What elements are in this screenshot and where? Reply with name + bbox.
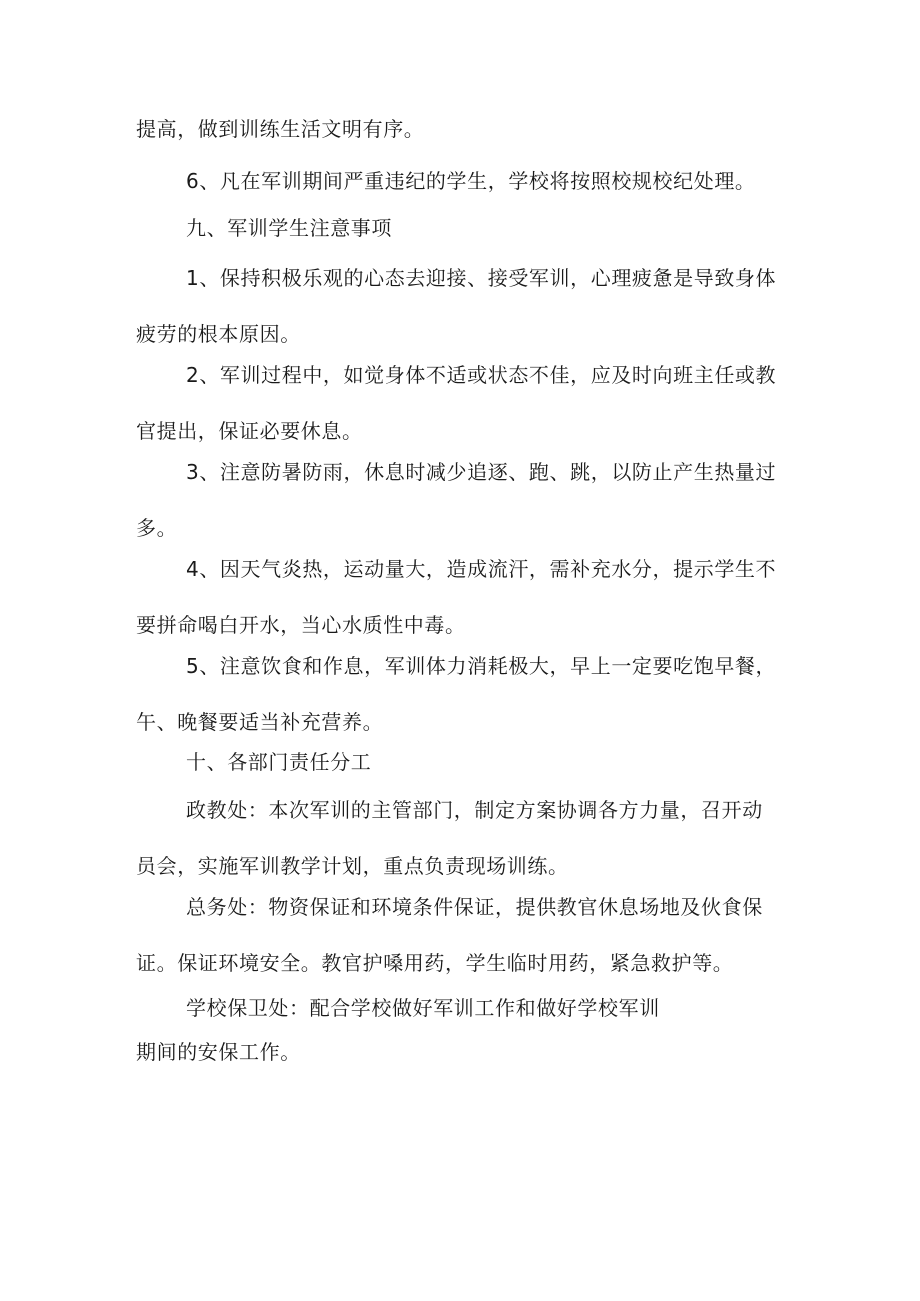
text-line: 十、各部门责任分工 [186,750,372,774]
text-line: 4、因天气炎热，运动量大，造成流汗，需补充水分，提示学生不 [186,557,777,581]
paragraph-dept-security [136,980,796,1080]
text-line: 证。保证环境安全。教官护嗓用药，学生临时用药，紧急救护等。 [136,951,734,975]
section-heading-9 [136,200,796,256]
text-line: 3、注意防暑防雨，休息时减少追逐、跑、跳，以防止产生热量过 [186,460,777,484]
paragraph-continuation [136,101,796,157]
text-line: 学校保卫处：配合学校做好军训工作和做好学校军训 [186,996,660,1020]
text-line: 政教处：本次军训的主管部门，制定方案协调各方力量，召开动 [186,798,763,822]
text-line: 5、注意饮食和作息，军训体力消耗极大，早上一定要吃饱早餐， [186,654,777,678]
text-line: 6、凡在军训期间严重违纪的学生，学校将按照校规校纪处理。 [186,169,756,193]
text-line: 九、军训学生注意事项 [186,216,392,240]
text-line: 要拼命喝白开水，当心水质性中毒。 [136,613,466,637]
paragraph-dept-general-affairs [136,879,796,991]
text-line: 疲劳的根本原因。 [136,322,301,346]
paragraph-note-3 [136,444,796,556]
text-line: 总务处：物资保证和环境条件保证，提供教官休息场地及伙食保 [186,895,763,919]
text-line: 2、军训过程中，如觉身体不适或状态不佳，应及时向班主任或教 [186,363,777,387]
paragraph-note-2 [136,347,796,459]
text-line: 员会，实施军训教学计划，重点负责现场训练。 [136,854,569,878]
text-line: 多。 [136,516,178,540]
paragraph-note-1 [136,250,796,362]
text-line: 提高，做到训练生活文明有序。 [136,117,425,141]
text-line: 1、保持积极乐观的心态去迎接、接受军训，心理疲惫是导致身体 [186,266,777,290]
text-line: 期间的安保工作。 [136,1040,301,1064]
text-line: 午、晚餐要适当补充营养。 [136,710,384,734]
paragraph-dept-political [136,782,796,894]
paragraph-note-4 [136,541,796,653]
text-line: 官提出，保证必要休息。 [136,419,363,443]
